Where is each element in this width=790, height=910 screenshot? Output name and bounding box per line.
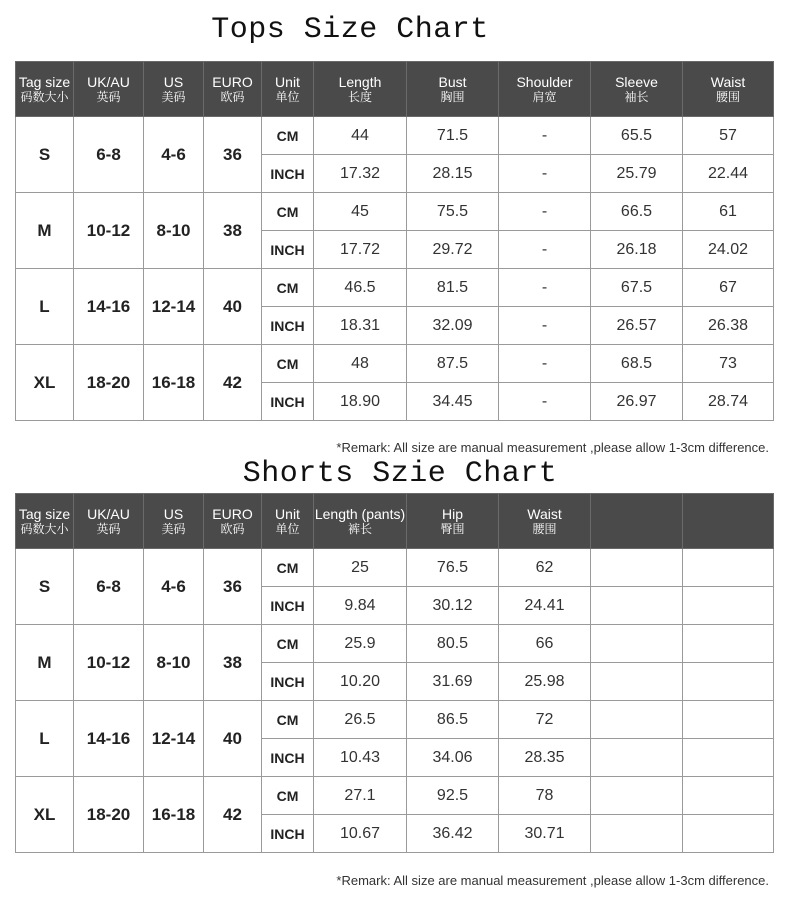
unit-cell: INCH — [262, 663, 314, 701]
measurement-cell: 25 — [314, 549, 407, 587]
measurement-cell: 26.57 — [591, 307, 683, 345]
euro-size-cell: 38 — [204, 625, 262, 701]
measurement-cell: 10.67 — [314, 815, 407, 853]
table-row — [16, 625, 774, 663]
measurement-cell: 67.5 — [591, 269, 683, 307]
uk-au-size-cell: 6-8 — [74, 117, 144, 193]
measurement-cell: 29.72 — [407, 231, 499, 269]
us-size-cell: 16-18 — [144, 777, 204, 853]
measurement-cell: 28.15 — [407, 155, 499, 193]
column-header — [499, 62, 591, 117]
column-header — [144, 62, 204, 117]
tag-size-cell: L — [16, 701, 74, 777]
table-row — [16, 345, 774, 383]
tag-size-cell: M — [16, 193, 74, 269]
column-header-en: Bust — [438, 73, 467, 90]
measurement-cell: - — [499, 307, 591, 345]
column-header-en: Unit — [275, 505, 300, 522]
measurement-cell: 22.44 — [683, 155, 774, 193]
measurement-cell: - — [499, 155, 591, 193]
table-row — [16, 549, 774, 587]
measurement-cell: 66.5 — [591, 193, 683, 231]
euro-size-cell: 40 — [204, 701, 262, 777]
us-size-cell: 12-14 — [144, 269, 204, 345]
column-header-zh: 码数大小 — [20, 89, 69, 104]
header-row — [16, 62, 774, 117]
column-header-en: Waist — [710, 73, 746, 90]
column-header — [591, 494, 683, 549]
measurement-cell: 65.5 — [591, 117, 683, 155]
euro-size-cell: 40 — [204, 269, 262, 345]
unit-cell: CM — [262, 117, 314, 155]
euro-size-cell: 36 — [204, 549, 262, 625]
column-header — [74, 62, 144, 117]
measurement-cell: 30.12 — [407, 587, 499, 625]
column-header-zh: 美码 — [161, 521, 186, 536]
column-header-zh: 腰围 — [715, 89, 740, 104]
measurement-cell — [683, 587, 774, 625]
column-header-en: US — [163, 505, 184, 522]
header-row — [16, 494, 774, 549]
measurement-cell — [683, 777, 774, 815]
measurement-cell: 24.41 — [499, 587, 591, 625]
euro-size-cell: 36 — [204, 117, 262, 193]
measurement-cell: 76.5 — [407, 549, 499, 587]
column-header — [144, 494, 204, 549]
tag-size-cell: XL — [16, 777, 74, 853]
measurement-cell: - — [499, 231, 591, 269]
tops-chart-title: Tops Size Chart — [211, 13, 489, 47]
us-size-cell: 4-6 — [144, 549, 204, 625]
column-header-zh: 美码 — [161, 89, 186, 104]
us-size-cell: 4-6 — [144, 117, 204, 193]
column-header — [74, 494, 144, 549]
unit-cell: CM — [262, 625, 314, 663]
column-header-en: Unit — [275, 73, 300, 90]
uk-au-size-cell: 6-8 — [74, 549, 144, 625]
column-header — [204, 62, 262, 117]
column-header-zh: 长度 — [347, 89, 372, 104]
measurement-cell — [683, 815, 774, 853]
euro-size-cell: 42 — [204, 777, 262, 853]
table-row — [16, 193, 774, 231]
euro-size-cell: 42 — [204, 345, 262, 421]
measurement-cell — [591, 587, 683, 625]
column-header — [407, 62, 499, 117]
column-header — [16, 494, 74, 549]
tops-remark: *Remark: All size are manual measurement ,please allow 1-3cm difference. — [336, 440, 769, 455]
measurement-cell: 68.5 — [591, 345, 683, 383]
us-size-cell: 12-14 — [144, 701, 204, 777]
measurement-cell: 26.5 — [314, 701, 407, 739]
column-header — [262, 494, 314, 549]
column-header-zh: 臀围 — [440, 521, 465, 536]
measurement-cell: 18.90 — [314, 383, 407, 421]
column-header-en: UK/AU — [87, 73, 130, 90]
column-header-zh: 单位 — [275, 521, 300, 536]
tag-size-cell: L — [16, 269, 74, 345]
uk-au-size-cell: 18-20 — [74, 345, 144, 421]
measurement-cell — [591, 701, 683, 739]
measurement-cell: 32.09 — [407, 307, 499, 345]
tag-size-cell: M — [16, 625, 74, 701]
unit-cell: INCH — [262, 307, 314, 345]
measurement-cell: 25.9 — [314, 625, 407, 663]
tag-size-cell: S — [16, 549, 74, 625]
measurement-cell: 46.5 — [314, 269, 407, 307]
measurement-cell: - — [499, 383, 591, 421]
unit-cell: CM — [262, 269, 314, 307]
measurement-cell — [683, 701, 774, 739]
tag-size-cell: XL — [16, 345, 74, 421]
us-size-cell: 8-10 — [144, 193, 204, 269]
column-header-en: EURO — [212, 73, 253, 90]
column-header-zh: 胸围 — [440, 89, 465, 104]
measurement-cell — [591, 625, 683, 663]
column-header — [262, 62, 314, 117]
column-header-en: Tag size — [18, 73, 71, 90]
measurement-cell: - — [499, 345, 591, 383]
column-header-en: EURO — [212, 505, 253, 522]
measurement-cell: 30.71 — [499, 815, 591, 853]
column-header — [16, 62, 74, 117]
measurement-cell: 87.5 — [407, 345, 499, 383]
column-header-zh: 欧码 — [220, 521, 245, 536]
measurement-cell — [591, 815, 683, 853]
unit-cell: INCH — [262, 815, 314, 853]
measurement-cell: 28.74 — [683, 383, 774, 421]
measurement-cell: 27.1 — [314, 777, 407, 815]
euro-size-cell: 38 — [204, 193, 262, 269]
table-row — [16, 701, 774, 739]
measurement-cell: - — [499, 193, 591, 231]
column-header-en: Sleeve — [615, 73, 658, 90]
tag-size-cell: S — [16, 117, 74, 193]
unit-cell: CM — [262, 777, 314, 815]
measurement-cell: 61 — [683, 193, 774, 231]
unit-cell: INCH — [262, 231, 314, 269]
measurement-cell: 48 — [314, 345, 407, 383]
measurement-cell: 25.98 — [499, 663, 591, 701]
unit-cell: CM — [262, 549, 314, 587]
measurement-cell: 26.38 — [683, 307, 774, 345]
measurement-cell — [591, 549, 683, 587]
column-header-zh: 单位 — [275, 89, 300, 104]
measurement-cell: 25.79 — [591, 155, 683, 193]
measurement-cell: 92.5 — [407, 777, 499, 815]
measurement-cell: 17.32 — [314, 155, 407, 193]
measurement-cell: 34.45 — [407, 383, 499, 421]
column-header-zh: 袖长 — [624, 89, 649, 104]
measurement-cell: 86.5 — [407, 701, 499, 739]
column-header — [407, 494, 499, 549]
measurement-cell: 71.5 — [407, 117, 499, 155]
column-header — [683, 62, 774, 117]
column-header-zh: 腰围 — [532, 521, 557, 536]
column-header-en: Shoulder — [516, 73, 573, 90]
column-header — [204, 494, 262, 549]
measurement-cell: 73 — [683, 345, 774, 383]
column-header — [314, 494, 407, 549]
measurement-cell — [591, 739, 683, 777]
column-header-en: Length — [338, 73, 382, 90]
column-header-zh: 肩宽 — [532, 89, 557, 104]
measurement-cell — [683, 663, 774, 701]
measurement-cell: - — [499, 269, 591, 307]
us-size-cell: 8-10 — [144, 625, 204, 701]
column-header — [591, 62, 683, 117]
unit-cell: INCH — [262, 739, 314, 777]
measurement-cell: 10.43 — [314, 739, 407, 777]
shorts-chart-title: Shorts Szie Chart — [242, 457, 558, 491]
uk-au-size-cell: 10-12 — [74, 625, 144, 701]
measurement-cell: 26.18 — [591, 231, 683, 269]
measurement-cell: 26.97 — [591, 383, 683, 421]
tops-size-table — [15, 61, 774, 421]
uk-au-size-cell: 10-12 — [74, 193, 144, 269]
measurement-cell: 9.84 — [314, 587, 407, 625]
unit-cell: INCH — [262, 155, 314, 193]
measurement-cell: 28.35 — [499, 739, 591, 777]
measurement-cell: 34.06 — [407, 739, 499, 777]
table-row — [16, 269, 774, 307]
column-header-zh: 欧码 — [220, 89, 245, 104]
shorts-remark: *Remark: All size are manual measurement ,please allow 1-3cm difference. — [336, 873, 769, 888]
measurement-cell: 57 — [683, 117, 774, 155]
column-header-zh: 裤长 — [347, 521, 372, 536]
uk-au-size-cell: 14-16 — [74, 269, 144, 345]
column-header — [314, 62, 407, 117]
measurement-cell: 81.5 — [407, 269, 499, 307]
table-row — [16, 777, 774, 815]
unit-cell: CM — [262, 345, 314, 383]
column-header-en: UK/AU — [87, 505, 130, 522]
measurement-cell: 80.5 — [407, 625, 499, 663]
column-header — [499, 494, 591, 549]
measurement-cell: 62 — [499, 549, 591, 587]
column-header-zh: 英码 — [96, 89, 121, 104]
column-header-en: Waist — [527, 505, 562, 522]
table-row — [16, 117, 774, 155]
measurement-cell: 75.5 — [407, 193, 499, 231]
column-header-zh: 英码 — [96, 521, 121, 536]
measurement-cell: 31.69 — [407, 663, 499, 701]
measurement-cell: 78 — [499, 777, 591, 815]
measurement-cell: 66 — [499, 625, 591, 663]
us-size-cell: 16-18 — [144, 345, 204, 421]
measurement-cell: 45 — [314, 193, 407, 231]
measurement-cell — [683, 625, 774, 663]
measurement-cell — [591, 777, 683, 815]
measurement-cell: 72 — [499, 701, 591, 739]
unit-cell: CM — [262, 701, 314, 739]
measurement-cell: 17.72 — [314, 231, 407, 269]
shorts-size-table — [15, 493, 774, 853]
unit-cell: INCH — [262, 383, 314, 421]
column-header — [683, 494, 774, 549]
uk-au-size-cell: 14-16 — [74, 701, 144, 777]
measurement-cell — [683, 549, 774, 587]
column-header-en: Length (pants) — [314, 505, 406, 522]
measurement-cell: 36.42 — [407, 815, 499, 853]
unit-cell: INCH — [262, 587, 314, 625]
measurement-cell: 10.20 — [314, 663, 407, 701]
measurement-cell: 18.31 — [314, 307, 407, 345]
measurement-cell — [683, 739, 774, 777]
column-header-en: Tag size — [18, 505, 71, 522]
measurement-cell: - — [499, 117, 591, 155]
column-header-en: Hip — [441, 505, 463, 522]
column-header-zh: 码数大小 — [20, 521, 69, 536]
uk-au-size-cell: 18-20 — [74, 777, 144, 853]
measurement-cell — [591, 663, 683, 701]
measurement-cell: 24.02 — [683, 231, 774, 269]
measurement-cell: 44 — [314, 117, 407, 155]
unit-cell: CM — [262, 193, 314, 231]
column-header-en: US — [163, 73, 184, 90]
measurement-cell: 67 — [683, 269, 774, 307]
